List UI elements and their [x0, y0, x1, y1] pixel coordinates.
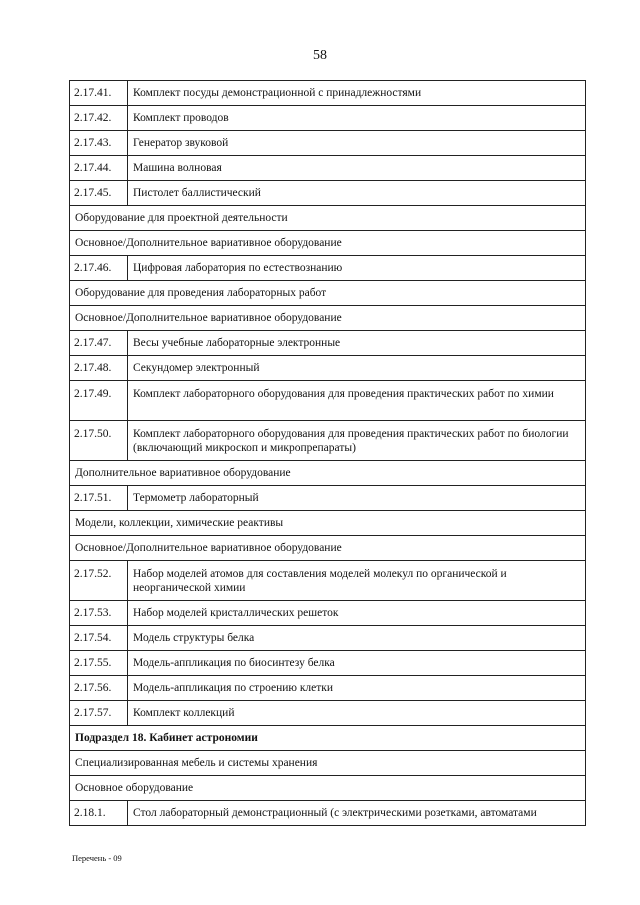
section-heading: Дополнительное вариативное оборудование — [70, 461, 586, 486]
section-row — [70, 751, 586, 776]
item-description: Секундомер электронный — [128, 356, 586, 381]
item-number: 2.17.45. — [70, 181, 128, 206]
subsection-heading: Подраздел 18. Кабинет астрономии — [70, 726, 586, 751]
item-description: Весы учебные лабораторные электронные — [128, 331, 586, 356]
section-row — [70, 281, 586, 306]
item-number: 2.17.53. — [70, 601, 128, 626]
table-row — [70, 156, 586, 181]
section-heading: Основное/Дополнительное вариативное оборудование — [70, 536, 586, 561]
section-row — [70, 306, 586, 331]
section-row — [70, 511, 586, 536]
table-row — [70, 561, 586, 601]
item-description: Набор моделей кристаллических решеток — [128, 601, 586, 626]
item-description: Стол лабораторный демонстрационный (с электрическими розетками, автоматами — [128, 801, 586, 826]
item-description: Модель-аппликация по биосинтезу белка — [128, 651, 586, 676]
item-number: 2.17.51. — [70, 486, 128, 511]
item-description: Комплект посуды демонстрационной с принадлежностями — [128, 81, 586, 106]
section-row — [70, 726, 586, 751]
item-number: 2.17.43. — [70, 131, 128, 156]
table-row — [70, 421, 586, 461]
item-description: Модель-аппликация по строению клетки — [128, 676, 586, 701]
section-row — [70, 231, 586, 256]
item-number: 2.17.46. — [70, 256, 128, 281]
table-row — [70, 356, 586, 381]
section-row — [70, 206, 586, 231]
table-row — [70, 676, 586, 701]
item-number: 2.17.48. — [70, 356, 128, 381]
item-number: 2.17.50. — [70, 421, 128, 461]
section-heading: Оборудование для проведения лабораторных работ — [70, 281, 586, 306]
item-number: 2.17.52. — [70, 561, 128, 601]
table-row — [70, 651, 586, 676]
section-heading: Основное оборудование — [70, 776, 586, 801]
equipment-table — [69, 80, 586, 826]
item-description: Комплект коллекций — [128, 701, 586, 726]
table-row — [70, 131, 586, 156]
table-row — [70, 701, 586, 726]
item-description: Набор моделей атомов для составления моделей молекул по органической и неорганической химии — [128, 561, 586, 601]
table-row — [70, 256, 586, 281]
item-number: 2.17.57. — [70, 701, 128, 726]
section-row — [70, 776, 586, 801]
page-number: 58 — [313, 48, 327, 63]
item-number: 2.17.41. — [70, 81, 128, 106]
section-heading: Основное/Дополнительное вариативное оборудование — [70, 306, 586, 331]
table-row — [70, 331, 586, 356]
item-description: Комплект проводов — [128, 106, 586, 131]
section-heading: Модели, коллекции, химические реактивы — [70, 511, 586, 536]
item-description: Пистолет баллистический — [128, 181, 586, 206]
item-description: Термометр лабораторный — [128, 486, 586, 511]
table-row — [70, 181, 586, 206]
item-description: Комплект лабораторного оборудования для проведения практических работ по химии — [128, 381, 586, 421]
table-row — [70, 601, 586, 626]
item-number: 2.17.44. — [70, 156, 128, 181]
item-number: 2.17.49. — [70, 381, 128, 421]
item-number: 2.17.54. — [70, 626, 128, 651]
table-row — [70, 106, 586, 131]
item-number: 2.17.42. — [70, 106, 128, 131]
table-row — [70, 486, 586, 511]
item-description: Цифровая лаборатория по естествознанию — [128, 256, 586, 281]
section-heading: Специализированная мебель и системы хранения — [70, 751, 586, 776]
item-description: Модель структуры белка — [128, 626, 586, 651]
section-heading: Оборудование для проектной деятельности — [70, 206, 586, 231]
table-row — [70, 381, 586, 421]
section-row — [70, 536, 586, 561]
table-row — [70, 801, 586, 826]
section-heading: Основное/Дополнительное вариативное оборудование — [70, 231, 586, 256]
item-number: 2.17.55. — [70, 651, 128, 676]
equipment-table-body — [70, 81, 586, 826]
item-number: 2.17.56. — [70, 676, 128, 701]
item-description: Генератор звуковой — [128, 131, 586, 156]
item-number: 2.18.1. — [70, 801, 128, 826]
table-row — [70, 81, 586, 106]
item-description: Машина волновая — [128, 156, 586, 181]
item-description: Комплект лабораторного оборудования для проведения практических работ по биологии (включающий микроскоп и микропрепараты) — [128, 421, 586, 461]
page-footer: Перечень - 09 — [72, 853, 122, 863]
section-row — [70, 461, 586, 486]
item-number: 2.17.47. — [70, 331, 128, 356]
table-row — [70, 626, 586, 651]
